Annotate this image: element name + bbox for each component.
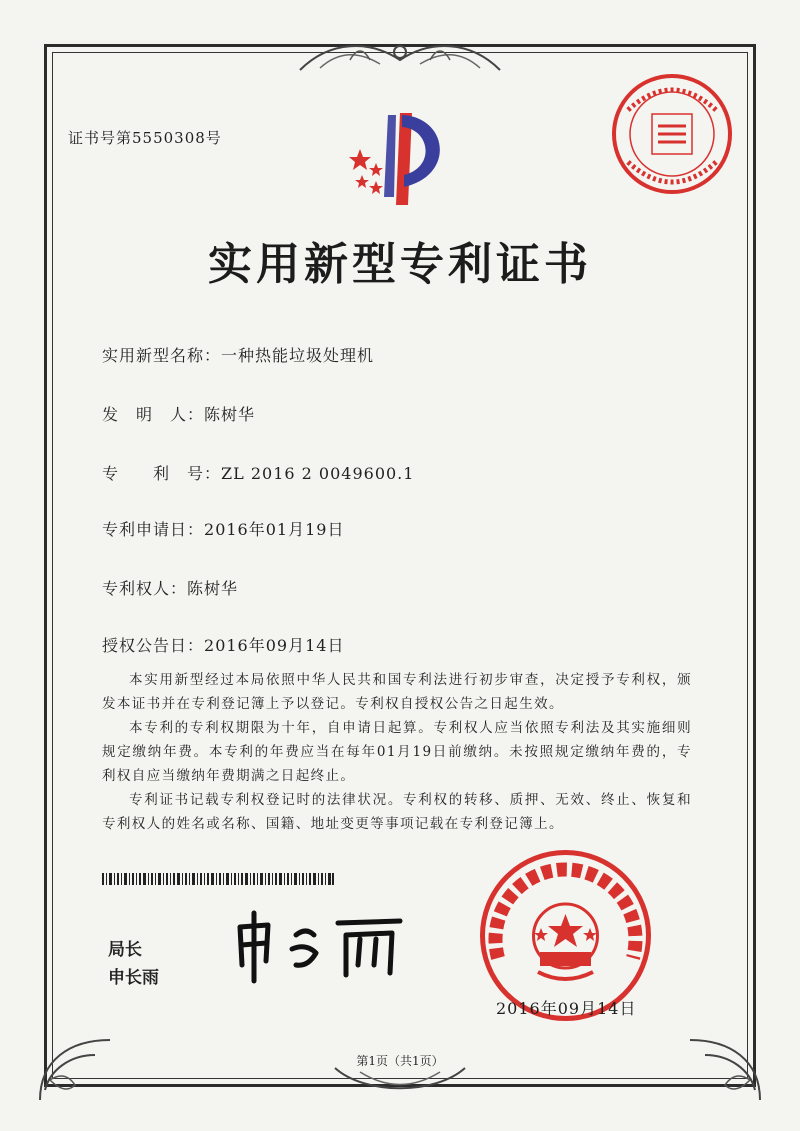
application-date-label: 专利申请日：: [102, 520, 205, 539]
announcement-date-row: [102, 633, 344, 656]
announcement-date-value: 2016年09月14日: [204, 636, 345, 655]
patentee-value: 陈树华: [187, 579, 239, 598]
patentee-row: [102, 576, 238, 599]
application-date-row: [102, 517, 344, 540]
inventor-row: [102, 402, 255, 425]
body-paragraph: 本专利的专利权期限为十年，自申请日起算。专利权人应当依照专利法及其实施细则规定缴纳年费。本专利的年费应当在每年01月19日前缴纳。未按照规定缴纳年费的，专利权自应当缴纳年费期满之日起终止。: [102, 720, 692, 784]
top-ornament-icon: [290, 30, 510, 76]
announcement-date-label: 授权公告日：: [102, 636, 205, 655]
patent-number-value: ZL 2016 2 0049600.1: [221, 464, 415, 483]
certificate-number: 证书号第5550308号: [68, 129, 222, 147]
patent-number-label: 专 利 号：: [102, 464, 222, 483]
signatory-role: 局长: [108, 940, 142, 960]
certificate-body: [102, 668, 692, 836]
tax-stamp-icon: [608, 70, 736, 198]
inventor-value: 陈树华: [204, 405, 256, 424]
document-title: 实用新型专利证书: [208, 239, 592, 290]
barcode-icon: [102, 873, 334, 885]
page-number: 第1页（共1页）: [356, 1054, 444, 1068]
patent-number-row: [102, 461, 414, 484]
body-paragraph: 专利证书记载专利权登记时的法律状况。专利权的转移、质押、无效、终止、恢复和专利权人的姓名或名称、国籍、地址变更等事项记载在专利登记簿上。: [102, 792, 692, 832]
utility-model-name-label: 实用新型名称：: [102, 346, 222, 365]
inventor-label: 发 明 人：: [102, 405, 205, 424]
seal-date: 2016年09月14日: [496, 999, 637, 1018]
body-paragraph: 本实用新型经过本局依照中华人民共和国专利法进行初步审查，决定授予专利权，颁发本证书并在专利登记簿上予以登记。专利权自授权公告之日起生效。: [102, 672, 692, 712]
application-date-value: 2016年01月19日: [204, 520, 345, 539]
utility-model-name-row: [102, 343, 374, 366]
handwritten-signature-icon: [230, 905, 410, 985]
signatory-name: 申长雨: [108, 968, 159, 988]
utility-model-name-value: 一种热能垃圾处理机: [221, 346, 375, 365]
patentee-label: 专利权人：: [102, 579, 188, 598]
sipo-logo-icon: [338, 105, 458, 215]
